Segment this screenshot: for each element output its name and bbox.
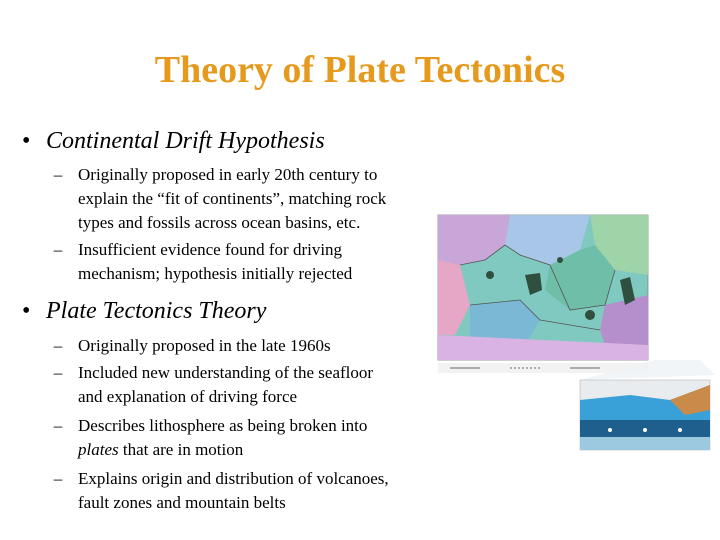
slide-title: Theory of Plate Tectonics <box>154 49 566 91</box>
sub-bullet <box>38 163 386 235</box>
marker <box>678 428 682 432</box>
sub-bullet <box>38 361 373 409</box>
sub-line: fault zones and mountain belts <box>78 493 286 512</box>
italic-term: plates <box>78 440 119 459</box>
sub-line: Originally proposed in early 20th century to <box>78 165 378 184</box>
bullet-dot: • <box>22 298 31 324</box>
dash: – <box>53 416 63 435</box>
bullet-plate-tectonics <box>22 298 266 325</box>
sub-line: types and fossils across ocean basins, etc. <box>78 213 361 232</box>
landmass <box>557 257 563 263</box>
sub-line: and explanation of driving force <box>78 387 298 406</box>
bullet-dot: • <box>22 128 31 154</box>
dash: – <box>53 336 63 355</box>
sub-line: Originally proposed in the late 1960s <box>78 336 331 355</box>
sub-line: Explains origin and distribution of volcanoes, <box>78 469 389 488</box>
bullet-continental-drift <box>22 128 325 155</box>
sub-bullet <box>38 467 389 515</box>
bullet-heading: Continental Drift Hypothesis <box>46 128 325 154</box>
sub-bullet <box>38 414 367 462</box>
dash: – <box>53 165 63 184</box>
sub-line: Describes lithosphere as being broken into <box>78 416 368 435</box>
marker <box>608 428 612 432</box>
sub-line-2 <box>78 438 367 462</box>
bullet-heading: Plate Tectonics Theory <box>46 298 267 324</box>
sub-line-rest: that are in motion <box>118 440 244 459</box>
dash: – <box>53 363 63 382</box>
sub-line: Included new understanding of the seafloor <box>78 363 374 382</box>
sub-line: Insufficient evidence found for driving <box>78 240 343 259</box>
sub-bullet <box>38 238 352 286</box>
asthenosphere-layer <box>580 437 710 450</box>
sub-bullet <box>38 334 331 358</box>
dash: – <box>53 469 63 488</box>
landmass <box>486 271 494 279</box>
sub-line: explain the “fit of continents”, matching rock <box>78 189 387 208</box>
landmass <box>585 310 595 320</box>
plate-tectonics-map-figure <box>430 205 720 455</box>
dash: – <box>53 240 63 259</box>
sub-line: mechanism; hypothesis initially rejected <box>78 264 353 283</box>
marker <box>643 428 647 432</box>
